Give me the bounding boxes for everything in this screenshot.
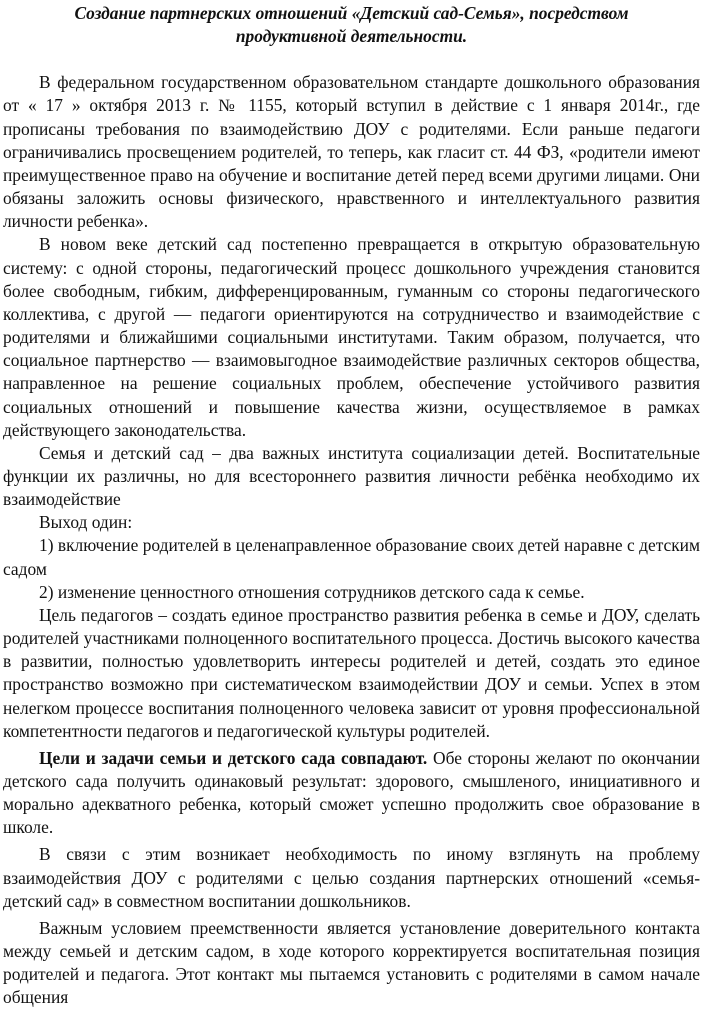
paragraph-family-kindergarten: Семья и детский сад – два важных института социализации детей. Воспитательные функции их различны, но для всестороннего развития личности ребёнка необходимо их взаимодействие [3, 442, 700, 510]
paragraph-teacher-goal: Цель педагогов – создать единое пространство развития ребенка в семье и ДОУ, сделать родителей участниками полноценного воспитательного процесса. Достичь высокого качества в развитии, полностью удовлетворить интересы родителей и детей, создать это единое пространство возможно при систематическом взаимодействии ДОУ и семьи. Успех в этом нелегком процессе воспитания полноценного человека зависит от уровня профессиональной компетентности педагогов и педагогической культуры родителей. [3, 604, 700, 741]
paragraph-shared-goals [3, 747, 700, 840]
shared-goals-text: Обе стороны желают по окончании детского сада получить одинаковый результат: здорового, смышленого, инициативного и морально адекватного ребенка, который сможет успешно продолжить свое образование в школе. [3, 747, 700, 838]
paragraph-point-1: 1) включение родителей в целенаправленное образование своих детей наравне с детским садом [3, 535, 700, 579]
paragraph-necessity: В связи с этим возникает необходимость по иному взглянуть на проблему взаимодействия ДОУ с родителями с целью создания партнерских отношений «семья-детский сад» в совместном воспитании дошкольников. [3, 844, 700, 911]
paragraph-continuity: Важным условием преемственности является установление доверительного контакта между семьей и детским садом, в ходе которого корректируется воспитательная позиция родителей и педагога. Этот контакт мы пытаемся установить с родителями в самом начале общения [3, 917, 700, 1008]
document-title: Создание партнерских отношений «Детский сад-Семья», посредством продуктивной деятельности. [74, 3, 629, 47]
paragraph-solution: Выход один: [39, 512, 133, 533]
paragraph-open-system: В новом веке детский сад постепенно превращается в открытую образовательную систему: с одной стороны, педагогический процесс дошкольного учреждения становится более свободным, гибким, дифференцированным, гуманным со стороны педагогического коллектива, с другой — педагоги ориентируются на сотрудничество и взаимодействие с родителями и ближайшими социальными институтами. Таким образом, получается, что социальное партнерство — взаимовыгодное взаимодействие различных секторов общества, направленное на решение социальных проблем, обеспечение устойчивого развития социальных отношений и повышение качества жизни, осуществляемое в рамках действующего законодательства. [3, 234, 700, 440]
paragraph-point-2: 2) изменение ценностного отношения сотрудников детского сада к семье. [39, 581, 585, 602]
shared-goals-lead: Цели и задачи семьи и детского сада совпадают. [39, 747, 428, 768]
paragraph-fgos: В федеральном государственном образовательном стандарте дошкольного образования от « 17 » октября 2013 г. № 1155, который вступил в действие с 1 января 2014г., где прописаны требования по взаимодействию ДОУ с родителями. Если раньше педагоги ограничивались просвещением родителей, то теперь, как гласит ст. 44 ФЗ, «родители имеют преимущественное право на обучение и воспитание детей перед всеми другими лицами. Они обязаны заложить основы физического, нравственного и интеллектуального развития личности ребенка». [3, 72, 700, 232]
